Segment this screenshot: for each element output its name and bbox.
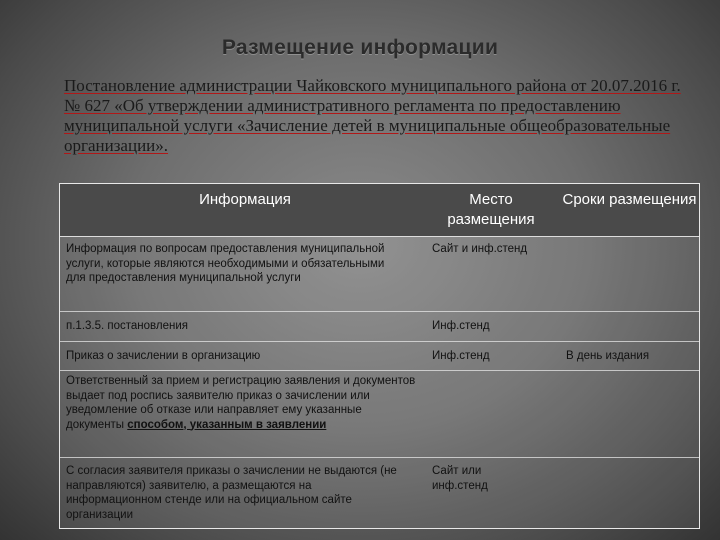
header-terms: Сроки размещения bbox=[562, 191, 697, 208]
header-place: Место размещения bbox=[447, 191, 535, 228]
row4-info-emphasis: способом, указанным в заявлении bbox=[127, 418, 327, 431]
placement-table bbox=[59, 183, 700, 529]
row2-info: п.1.3.5. постановления bbox=[66, 320, 188, 332]
row2-place: Инф.стенд bbox=[432, 320, 490, 332]
header-info: Информация bbox=[199, 191, 291, 208]
row1-place: Сайт и инф.стенд bbox=[432, 243, 528, 255]
row3-terms: В день издания bbox=[566, 350, 650, 362]
row5-place: Сайт или инф.стенд bbox=[432, 465, 488, 492]
row3-place: Инф.стенд bbox=[432, 350, 490, 362]
table-header-row bbox=[60, 184, 699, 237]
decree-subtitle: Постановление администрации Чайковского муниципального района от 20.07.2016 г. № 627 «Об утверждении административного регламента по предоставлению муниципальной услуги «Зачисление детей в муниципальные общеобразовательные организации». bbox=[64, 76, 681, 155]
row-divider bbox=[60, 370, 699, 371]
row3-info: Приказ о зачислении в организацию bbox=[66, 350, 261, 362]
row1-info: Информация по вопросам предоставления муниципальной услуги, которые являются необходимыми и обязательными для предоставления муниципальной услуги bbox=[66, 243, 385, 284]
row-divider bbox=[60, 341, 699, 342]
row4-info bbox=[66, 374, 416, 432]
page-title: Размещение информации bbox=[221, 36, 499, 59]
row-divider bbox=[60, 311, 699, 312]
row-divider bbox=[60, 457, 699, 458]
row5-info: С согласия заявителя приказы о зачислении не выдаются (не направляются) заявителю, а размещаются на информационном стенде или на официальном сайте организации bbox=[66, 465, 397, 521]
row4-info-text: Ответственный за прием и регистрацию заявления и документов выдает под роспись заявителю приказ о зачислении или уведомление об отказе или направляет ему указанные документы bbox=[66, 375, 416, 431]
